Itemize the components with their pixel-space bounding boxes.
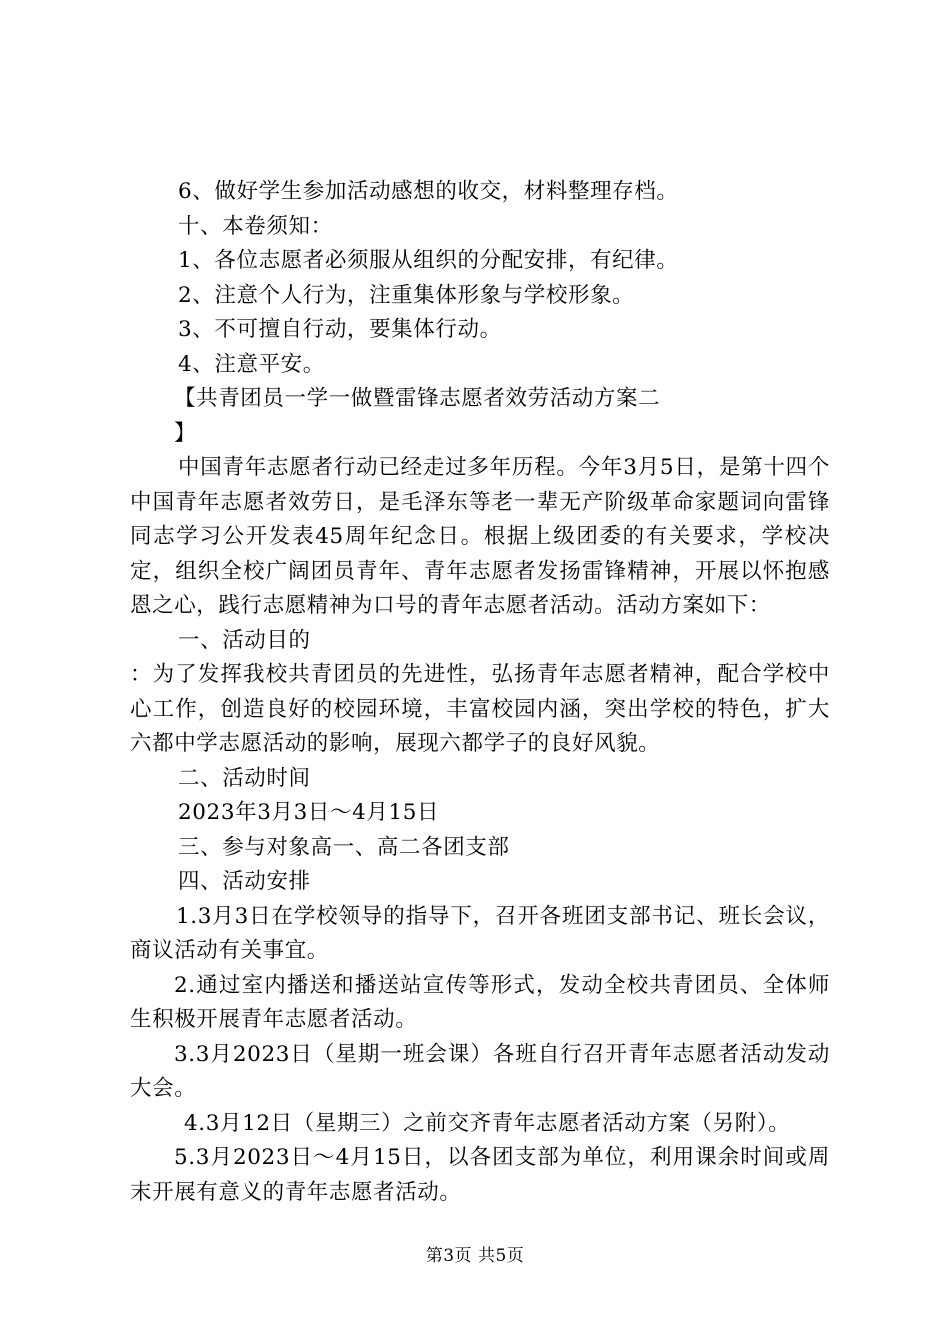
intro-paragraph: 中国青年志愿者行动已经走过多年历程。今年3月5日，是第十四个中国青年志愿者效劳日，是毛泽东等老一辈无产阶级革命家题词向雷锋同志学习公开发表45周年纪念日。根据上级团委的有关要求，学校决定，组织全校广阔团员青年、青年志愿者发扬雷锋精神，开展以怀抱感恩之心，践行志愿精神为口号的青年志愿者活动。活动方案如下： (130, 455, 830, 618)
paragraph-line: 6、做好学生参加活动感想的收交，材料整理存档。 (178, 179, 679, 204)
paragraph-line: 2、注意个人行为，注重集体形象与学校形象。 (178, 282, 635, 308)
page-footer: 第3页 共5页 (425, 1246, 525, 1266)
arrangement-item: 2.通过室内播送和播送站宣传等形式，发动全校共青团员、全体师生积极开展青年志愿者活动。 (130, 972, 830, 1032)
paragraph-line: 4、注意平安。 (178, 351, 325, 377)
heading-participants: 三、参与对象高一、高二各团支部 (178, 834, 510, 860)
heading-arrangement: 四、活动安排 (178, 869, 311, 894)
heading-purpose: 一、活动目的 (178, 627, 311, 653)
section-title: 【共青团员一学一做暨雷锋志愿者效劳活动方案二 (174, 386, 661, 411)
purpose-paragraph: ：为了发挥我校共青团员的先进性，弘扬青年志愿者精神，配合学校中心工作，创造良好的校园环境，丰富校园内涵，突出学校的特色，扩大六都中学志愿活动的影响，展现六都学子的良好风貌。 (130, 662, 830, 756)
heading-time: 二、活动时间 (178, 765, 311, 791)
paragraph-line: 十、本卷须知： (178, 213, 333, 239)
arrangement-item: 3.3月2023日（星期一班会课）各班自行召开青年志愿者活动发动大会。 (130, 1041, 830, 1101)
time-line: 2023年3月3日～4月15日 (178, 800, 440, 825)
arrangement-item: 4.3月12日（星期三）之前交齐青年志愿者活动方案（另附）。 (184, 1110, 791, 1136)
arrangement-item: 5.3月2023日～4月15日，以各团支部为单位，利用课余时间或周末开展有意义的青年志愿者活动。 (130, 1145, 830, 1205)
paragraph-line: 1、各位志愿者必须服从组织的分配安排，有纪律。 (178, 248, 679, 273)
document-body (130, 175, 830, 1210)
section-title-close: 】 (174, 420, 197, 446)
paragraph-line: 3、不可擅自行动，要集体行动。 (178, 317, 502, 342)
arrangement-item: 1.3月3日在学校领导的指导下，召开各班团支部书记、班长会议，商议活动有关事宜。 (130, 903, 830, 963)
